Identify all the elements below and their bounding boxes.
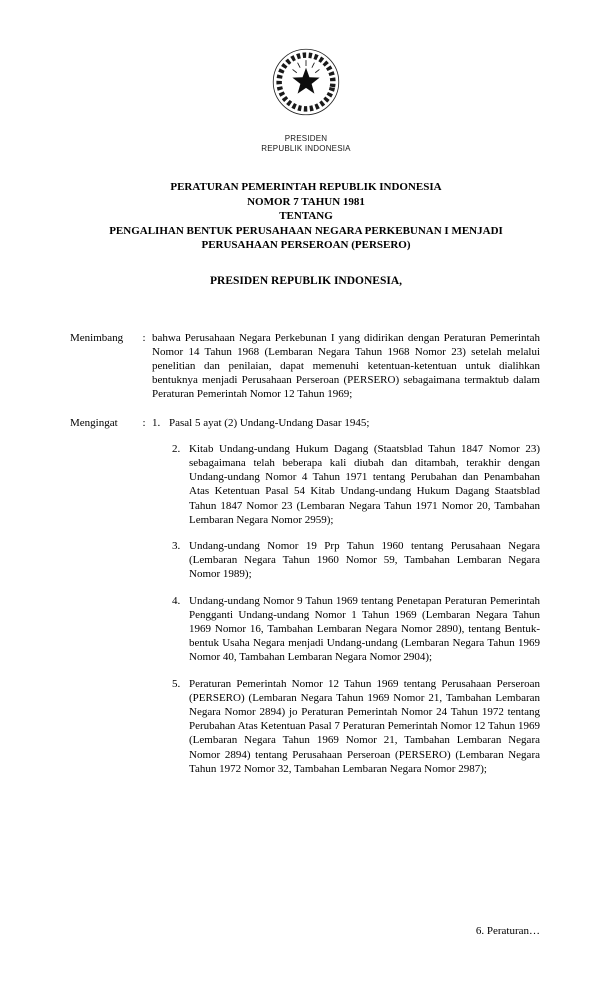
list-item-text: Pasal 5 ayat (2) Undang-Undang Dasar 1945;: [169, 416, 370, 429]
list-item-text: Peraturan Pemerintah Nomor 12 Tahun 1969 tentang Perusahaan Perseroan (PERSERO) (Lembaran Negara Tahun 1969 Nomor 21, Tambahan Lembaran Negara Nomor 2894) jo Peraturan Pemerintah Nomor 24 Tahun 1972 tentang Perubahan Atas Ketentuan Pasal 7 Peraturan Pemerintah Nomor 12 Tahun 1969 (Lembaran Negara Tahun 1969 Nomor 21, Tambahan Lembaran Negara Nomor 2894) tentang Perusahaan Perseroan (PERSERO) (Lembaran Negara Tahun 1972 Nomor 32, Tambahan Lembaran Negara Nomor 2987);: [189, 677, 540, 775]
section-colon: :: [142, 331, 146, 344]
list-item-text: Undang-undang Nomor 9 Tahun 1969 tentang Penetapan Peraturan Pemerintah Pengganti Undang-undang Nomor 1 Tahun 1969 (Lembaran Negara Tahun 1969 Nomor 16, Tambahan Lembaran Negara Nomor 2890), tentang Bentuk-bentuk Usaha Negara menjadi Undang-undang (Lembaran Negara Tahun 1969 Nomor 40, Tambahan Lembaran Negara Nomor 2904);: [189, 594, 540, 664]
regulation-title-line2: NOMOR 7 TAHUN 1981: [247, 195, 365, 208]
list-item-number: 2.: [172, 442, 181, 455]
section-colon: :: [142, 416, 146, 429]
list-item: [172, 539, 540, 582]
list-item-number: 3.: [172, 539, 181, 552]
list-item-number: 5.: [172, 677, 181, 690]
document-body: [0, 331, 612, 788]
opening-line: PRESIDEN REPUBLIK INDONESIA,: [209, 274, 403, 287]
emblem-caption-line2: REPUBLIK INDONESIA: [261, 144, 351, 153]
national-emblem-icon: [264, 38, 348, 126]
list-item-text: Kitab Undang-undang Hukum Dagang (Staatsblad Tahun 1847 Nomor 23) sebagaimana telah beberapa kali diubah dan ditambah, terakhir dengan Undang-undang Nomor 4 Tahun 1971 tentang Perubahan dan Penambahan Atas Ketentuan Pasal 54 Kitab Undang-undang Hukum Dagang Staatsblad Tahun 1847 Nomor 23 (Lembaran Negara Tahun 1971 Nomor 20, Tambahan Lembaran Negara Nomor 2959);: [189, 442, 540, 526]
regulation-title-line1: PERATURAN PEMERINTAH REPUBLIK INDONESIA: [170, 181, 442, 193]
mengingat-section: [70, 416, 540, 788]
page-continuation-marker: 6. Peraturan…: [475, 925, 540, 937]
list-item: [152, 416, 540, 430]
emblem-caption-line1: PRESIDEN: [284, 134, 328, 143]
list-item-text: Undang-undang Nomor 19 Prp Tahun 1960 tentang Perusahaan Negara (Lembaran Negara Tahun 1960 Nomor 59, Tambahan Lembaran Negara Nomor 1989);: [189, 539, 540, 581]
star-icon: [292, 68, 319, 94]
list-item-number: 1.: [152, 416, 161, 429]
emblem-block: [0, 0, 612, 154]
regulation-title-line3: TENTANG: [279, 210, 333, 222]
menimbang-section: [70, 331, 540, 402]
regulation-title: [0, 180, 612, 253]
regulation-title-line4: PENGALIHAN BENTUK PERUSAHAAN NEGARA PERKEBUNAN I MENJADI PERUSAHAAN PERSEROAN (PERSERO): [109, 224, 503, 251]
list-item: [172, 677, 540, 776]
list-item-number: 4.: [172, 594, 181, 607]
section-label-menimbang: Menimbang: [70, 331, 124, 344]
list-item: [172, 442, 540, 527]
section-label-mengingat: Mengingat: [70, 416, 118, 429]
list-item: [172, 594, 540, 665]
emblem-caption: [0, 134, 612, 154]
menimbang-text: bahwa Perusahaan Negara Perkebunan I yang didirikan dengan Peraturan Pemerintah Nomor 14 Tahun 1968 (Lembaran Negara Tahun 1968 Nomor 23) setelah melalui penelitian dan penilaian, dapat memenuhi ketentuan-ketentuan untuk dialihkan bentuknya menjadi Perusahaan Perseroan (PERSERO) sebagaimana termaktub dalam Peraturan Pemerintah Nomor 12 Tahun 1969;: [152, 331, 540, 401]
